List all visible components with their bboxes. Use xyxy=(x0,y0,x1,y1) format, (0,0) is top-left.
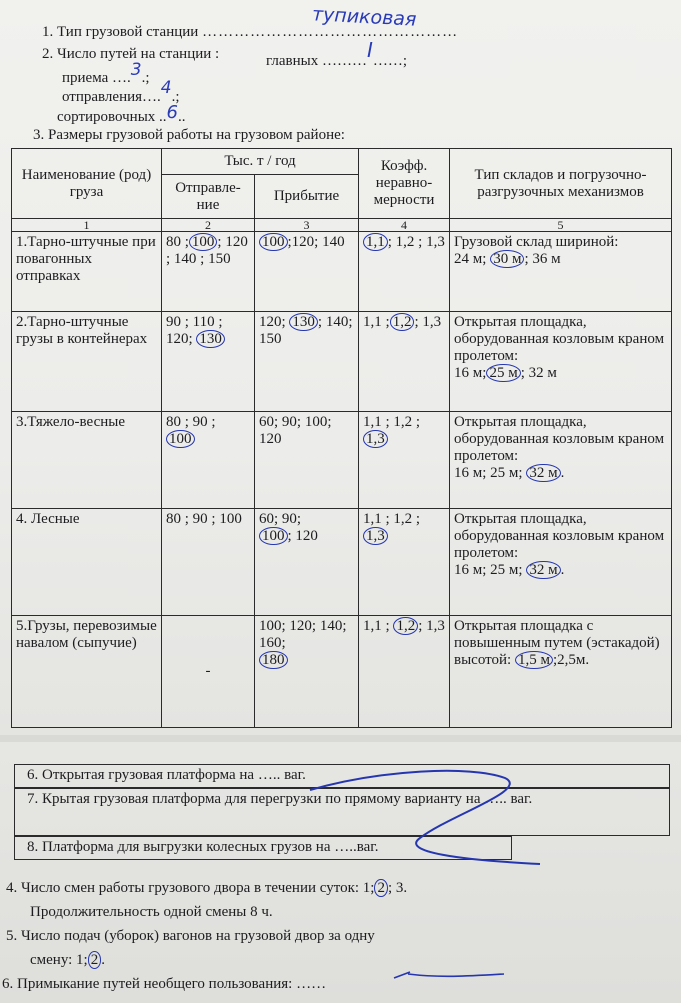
item-8-wheeled-cargo-platform: 8. Платформа для выгрузки колесных грузов на …..ваг. xyxy=(14,836,512,860)
sorting-handwritten: 6 xyxy=(166,102,178,123)
circled-value: 25 м xyxy=(486,364,520,382)
handwritten-scribble-icon xyxy=(300,760,560,870)
option-value: . xyxy=(560,562,565,578)
receiving-handwritten: 3 xyxy=(130,60,142,80)
option-value: 16 м; 25 м; xyxy=(454,562,523,578)
header-thousand-tons: Тыс. т / год xyxy=(162,149,359,175)
coefficient-value: 1,1 ; 1,2 ; xyxy=(363,414,421,430)
cargo-cell: 5.Грузы, перевозимые навалом (сыпучие) xyxy=(12,616,162,728)
arrival-value: ;120; 140 xyxy=(287,234,345,250)
item-7-covered-platform: 7. Крытая грузовая платформа для перегрузки по прямому варианту на ….. ваг. xyxy=(14,788,670,836)
coefficient-value: ; 1,2 ; 1,3 xyxy=(387,234,445,250)
departure-cell: - xyxy=(162,616,255,728)
sorting-label: сортировочных .. xyxy=(57,109,167,125)
sorting-end: .. xyxy=(178,109,186,125)
shifts-end: ; 3. xyxy=(387,880,408,896)
circled-value: 130 xyxy=(196,330,225,348)
departure-value: ; 120 ; 140 ; 150 xyxy=(166,234,248,267)
circled-value: 1,5 м xyxy=(515,651,553,669)
warehouse-type-cell xyxy=(450,412,672,509)
table-row xyxy=(12,509,672,616)
warehouse-description: Открытая площадка с повышенным путем (эстакадой) высотой: xyxy=(454,618,660,668)
header-departure: Отправле-ние xyxy=(162,175,255,219)
departure-value: 80 ; xyxy=(166,234,189,250)
circled-value: 32 м xyxy=(526,464,560,482)
departure-cell xyxy=(162,232,255,312)
option-value: ;2,5м. xyxy=(552,652,590,668)
circled-value: 100 xyxy=(166,430,195,448)
cargo-cell: 4. Лесные xyxy=(12,509,162,616)
deliveries-end: . xyxy=(101,952,105,968)
warehouse-type-cell xyxy=(450,232,672,312)
deliveries-label: смену: 1; xyxy=(30,952,88,968)
header-coefficient: Коэфф. неравно-мерности xyxy=(359,149,450,219)
col-number-1: 1 xyxy=(12,219,162,232)
departure-cell xyxy=(162,412,255,509)
coefficient-cell xyxy=(359,509,450,616)
arrival-value: ; 140; 150 xyxy=(259,314,353,347)
circled-value: 32 м xyxy=(526,561,560,579)
main-tracks-handwritten: I xyxy=(366,38,373,62)
header-cargo-name: Наименование (род) груза xyxy=(12,149,162,219)
circled-value: 100 xyxy=(259,527,288,545)
arrival-cell xyxy=(255,616,359,728)
receiving-label: приема …. xyxy=(62,70,131,86)
cargo-work-table xyxy=(11,148,672,728)
col-number-2: 2 xyxy=(162,219,255,232)
circled-value: 100 xyxy=(189,233,218,251)
item-2-label: 2. Число путей на станции : xyxy=(42,46,220,62)
arrival-value: 60; 90; xyxy=(259,511,302,527)
departure-end: .; xyxy=(171,89,180,105)
col-number-5: 5 xyxy=(450,219,672,232)
shifts-label: 4. Число смен работы грузового двора в течении суток: 1; xyxy=(6,880,375,896)
header-warehouse-type: Тип складов и погрузочно-разгрузочных механизмов xyxy=(450,149,672,219)
circled-value: 30 м xyxy=(490,250,524,268)
option-value: 16 м; xyxy=(454,365,487,381)
coefficient-cell xyxy=(359,232,450,312)
arrival-value: 120; xyxy=(259,314,286,330)
warehouse-type-cell xyxy=(450,509,672,616)
circled-value: 180 xyxy=(259,651,288,669)
option-value: 24 м; xyxy=(454,251,487,267)
arrival-value: 100; 120; 140; 160; xyxy=(259,618,347,651)
coefficient-value: 1,1 ; xyxy=(363,618,390,634)
cargo-cell: 1.Тарно-штучные при повагонных отправках xyxy=(12,232,162,312)
item-1-handwritten-answer: тупиковая xyxy=(311,3,417,31)
option-value: ; 36 м xyxy=(524,251,561,267)
coefficient-value: 1,1 ; 1,2 ; xyxy=(363,511,421,527)
warehouse-type-cell xyxy=(450,312,672,412)
warehouse-description: Открытая площадка, оборудованная козловым краном пролетом: xyxy=(454,511,665,561)
bottom-item-4-duration: Продолжительность одной смены 8 ч. xyxy=(30,904,273,920)
bottom-item-6: 6. Примыкание путей необщего пользования: …… xyxy=(2,976,327,992)
arrival-cell xyxy=(255,312,359,412)
bottom-item-5-value xyxy=(30,952,105,969)
bottom-item-5: 5. Число подач (уборок) вагонов на грузовой двор за одну xyxy=(6,928,375,944)
main-tracks-label: главных ……… xyxy=(266,53,367,69)
col-number-4: 4 xyxy=(359,219,450,232)
item-2-main-tracks xyxy=(266,38,408,70)
circled-value: 100 xyxy=(259,233,288,251)
item-3-label: 3. Размеры грузовой работы на грузовом районе: xyxy=(33,127,345,143)
col-number-3: 3 xyxy=(255,219,359,232)
coefficient-value: 1,1 ; xyxy=(363,314,390,330)
circled-value: 130 xyxy=(289,313,318,331)
arrival-cell xyxy=(255,509,359,616)
receiving-end: .; xyxy=(141,70,150,86)
option-value: ; 32 м xyxy=(520,365,557,381)
option-value: 16 м; 25 м; xyxy=(454,465,523,481)
arrival-value: ; 120 xyxy=(287,528,318,544)
circled-value: 1,3 xyxy=(363,527,388,545)
handwritten-line-icon xyxy=(390,968,510,988)
coefficient-value: ; 1,3 xyxy=(418,618,445,634)
circled-value: 1,2 xyxy=(390,313,415,331)
circled-value: 2 xyxy=(88,951,102,969)
cargo-cell: 2.Тарно-штучные грузы в контейнерах xyxy=(12,312,162,412)
cargo-cell: 3.Тяжело-весные xyxy=(12,412,162,509)
departure-handwritten: 4 xyxy=(160,78,172,98)
item-2-receiving-tracks xyxy=(62,60,150,87)
circled-value: 1,1 xyxy=(363,233,388,251)
circled-value: 1,2 xyxy=(393,617,418,635)
item-1-label: 1. Тип грузовой станции xyxy=(42,24,199,40)
table-row xyxy=(12,312,672,412)
warehouse-type-cell xyxy=(450,616,672,728)
coefficient-value: ; 1,3 xyxy=(414,314,442,330)
departure-label: отправления…. xyxy=(62,89,161,105)
bottom-item-4 xyxy=(6,880,407,897)
table-row xyxy=(12,412,672,509)
coefficient-cell xyxy=(359,616,450,728)
warehouse-description: Открытая площадка, оборудованная козловым краном пролетом: xyxy=(454,314,665,364)
coefficient-cell xyxy=(359,412,450,509)
coefficient-cell xyxy=(359,312,450,412)
circled-value: 2 xyxy=(374,879,388,897)
arrival-cell xyxy=(255,232,359,312)
departure-cell xyxy=(162,312,255,412)
worksheet-page-2 xyxy=(0,742,681,1003)
arrival-cell: 60; 90; 100; 120 xyxy=(255,412,359,509)
header-arrival: Прибытие xyxy=(255,175,359,219)
departure-cell: 80 ; 90 ; 100 xyxy=(162,509,255,616)
departure-value: 80 ; 90 ; xyxy=(166,414,216,430)
item-6-open-platform: 6. Открытая грузовая платформа на ….. ваг. xyxy=(14,764,670,788)
table-row xyxy=(12,232,672,312)
item-1-dots: ………………………………………… xyxy=(202,24,459,40)
option-value: . xyxy=(560,465,565,481)
warehouse-description: Грузовой склад шириной: xyxy=(454,234,619,250)
circled-value: 1,3 xyxy=(363,430,388,448)
warehouse-description: Открытая площадка, оборудованная козловым краном пролетом: xyxy=(454,414,665,464)
main-tracks-end: ……; xyxy=(372,53,408,69)
item-2-sorting-tracks xyxy=(57,102,186,126)
departure-value: 90 ; 110 ; 120; xyxy=(166,314,223,347)
table-row xyxy=(12,616,672,728)
